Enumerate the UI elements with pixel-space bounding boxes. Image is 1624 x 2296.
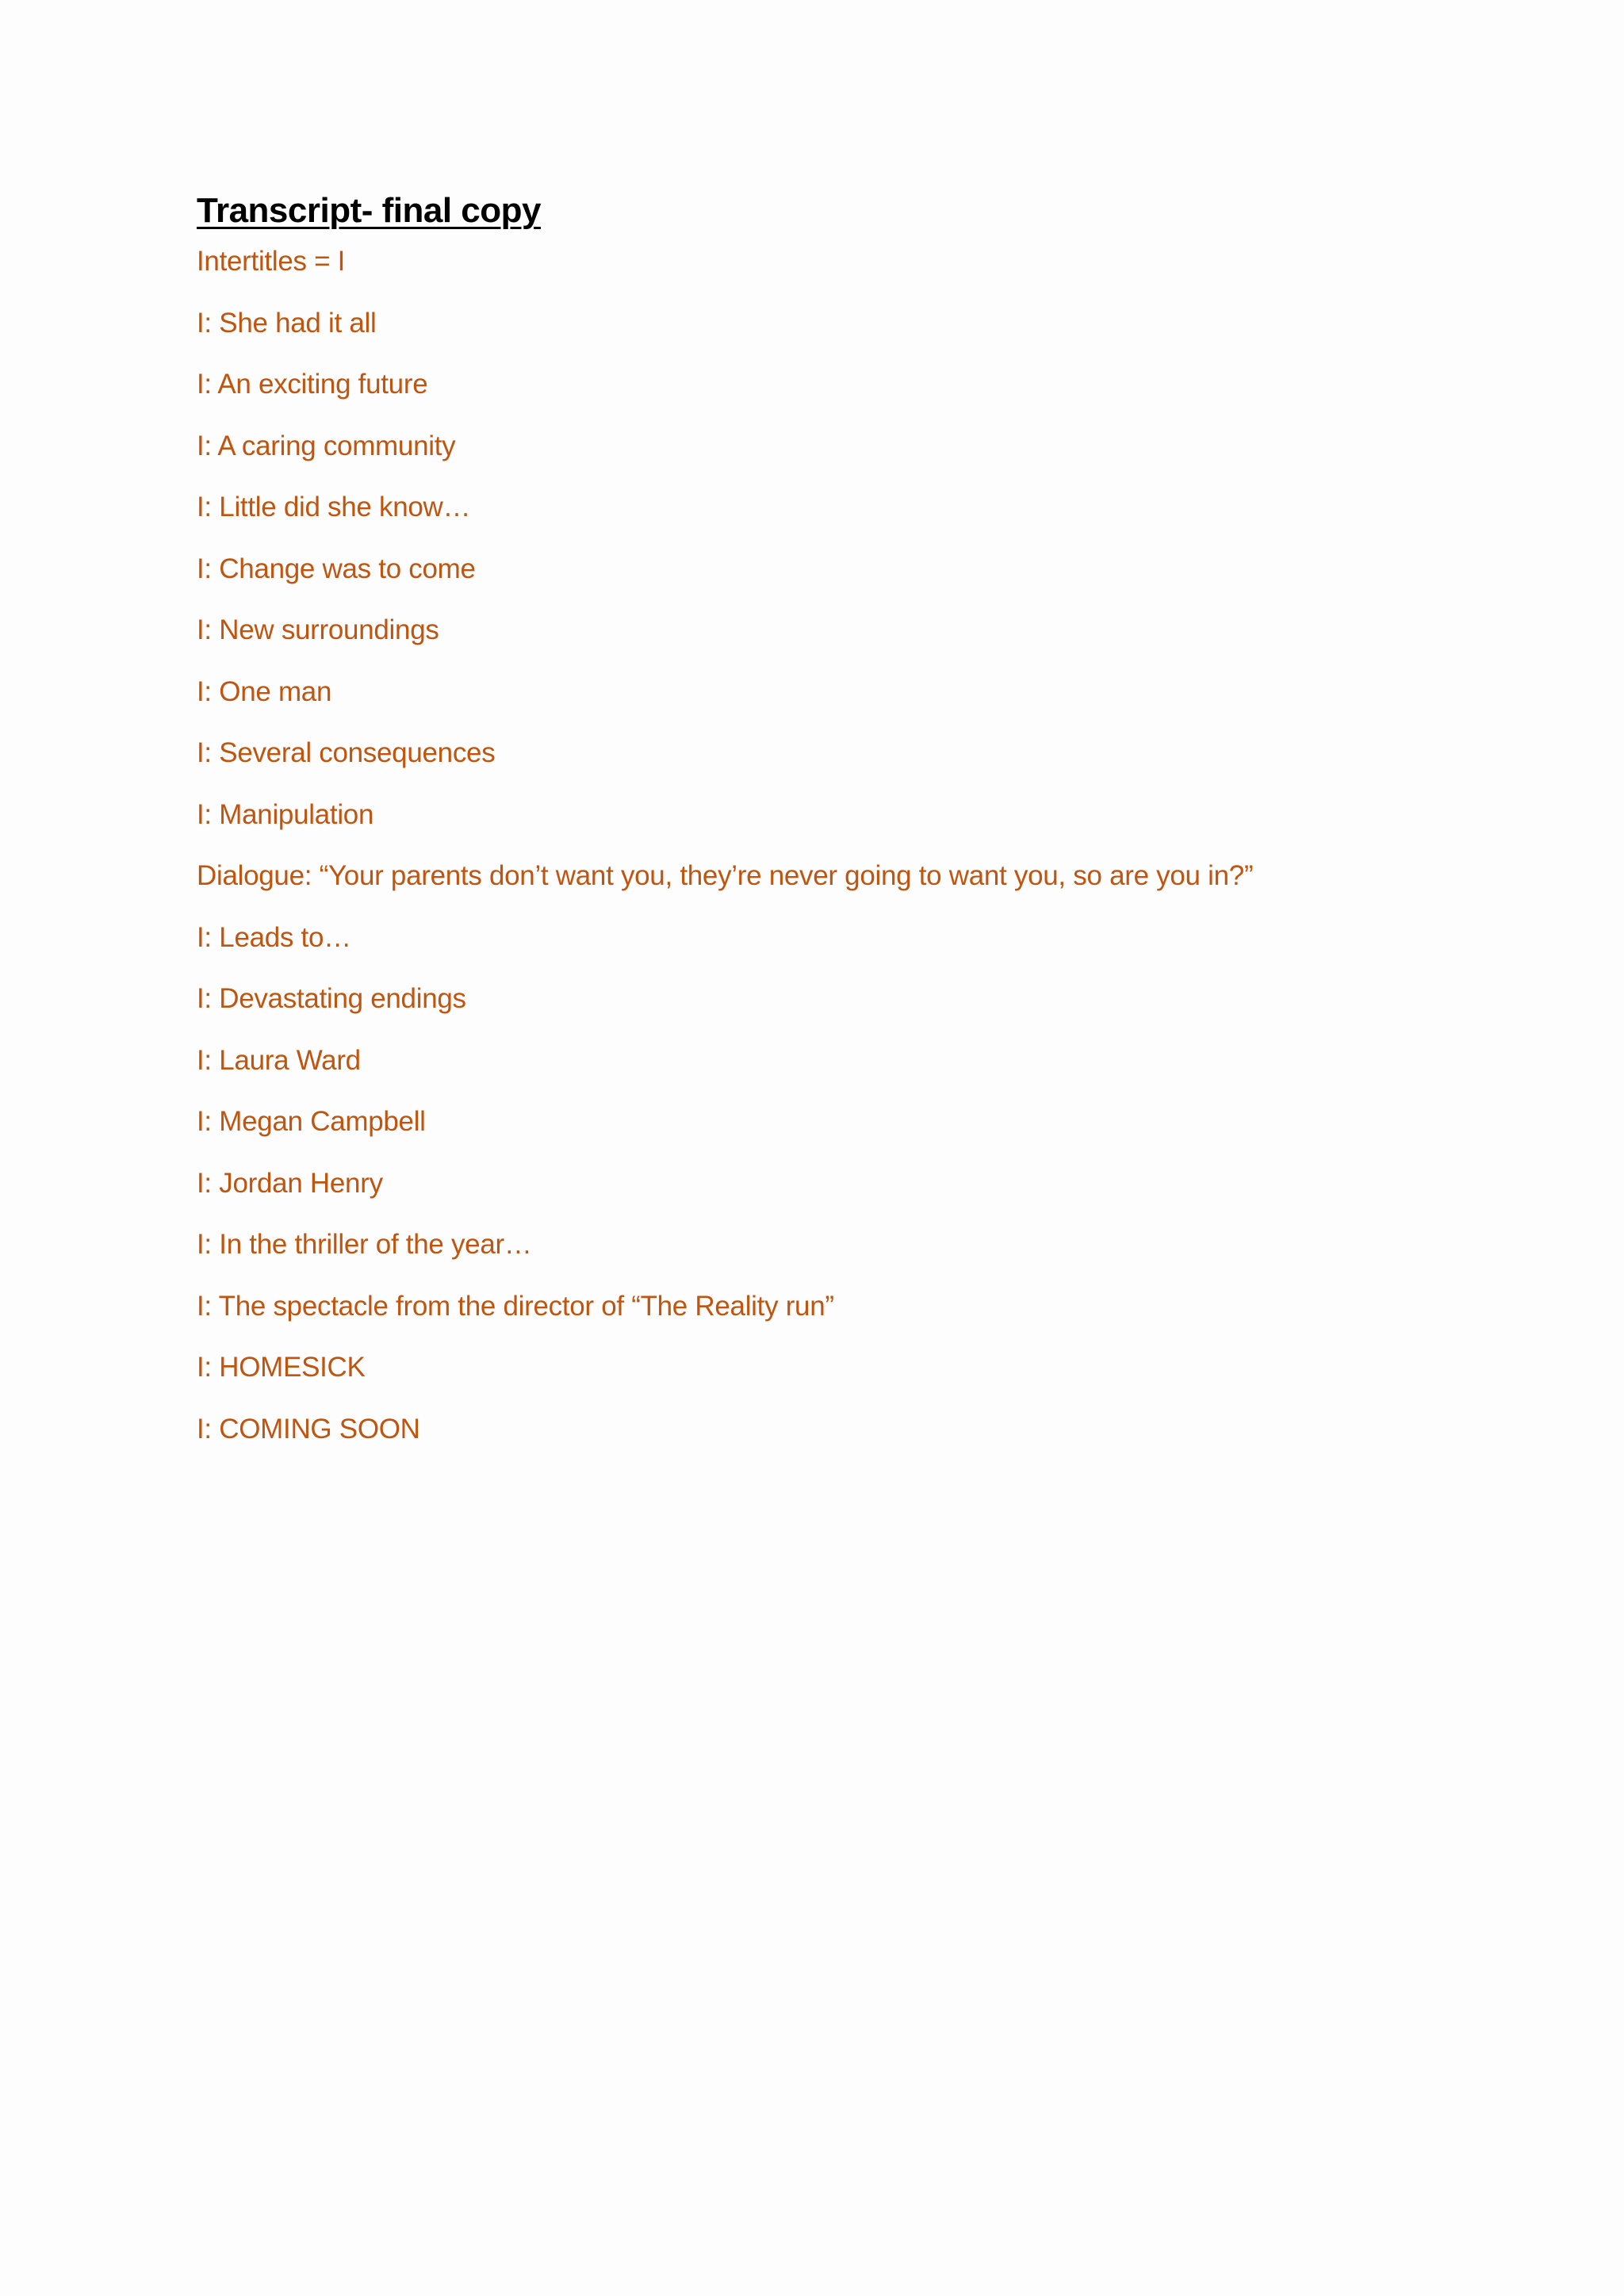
transcript-line: I: Several consequences xyxy=(197,737,496,768)
document-body xyxy=(197,193,1545,1476)
transcript-line-dialogue: Dialogue: “Your parents don’t want you, they’re never going to want you, so are you in?” xyxy=(197,860,1254,891)
transcript-line: I: Devastating endings xyxy=(197,983,466,1014)
transcript-line: I: HOMESICK xyxy=(197,1352,366,1383)
transcript-line: I: Change was to come xyxy=(197,553,476,584)
transcript-line: I: A caring community xyxy=(197,430,456,461)
transcript-line: I: Jordan Henry xyxy=(197,1167,383,1199)
transcript-line: I: New surroundings xyxy=(197,614,439,645)
document-title: Transcript- final copy xyxy=(197,191,541,230)
transcript-line: Intertitles = I xyxy=(197,246,346,277)
transcript-line: I: Leads to… xyxy=(197,921,351,953)
transcript-line: I: An exciting future xyxy=(197,369,428,400)
transcript-line: I: Megan Campbell xyxy=(197,1106,426,1137)
transcript-line: I: In the thriller of the year… xyxy=(197,1229,532,1260)
transcript-line: I: One man xyxy=(197,675,332,707)
transcript-line: I: Laura Ward xyxy=(197,1044,361,1076)
transcript-line: I: Manipulation xyxy=(197,798,374,830)
transcript-line: I: The spectacle from the director of “The Reality run” xyxy=(197,1290,834,1322)
transcript-line: I: COMING SOON xyxy=(197,1413,420,1445)
transcript-line: I: She had it all xyxy=(197,307,377,339)
transcript-lines xyxy=(197,247,1545,1476)
transcript-line: I: Little did she know… xyxy=(197,492,471,522)
